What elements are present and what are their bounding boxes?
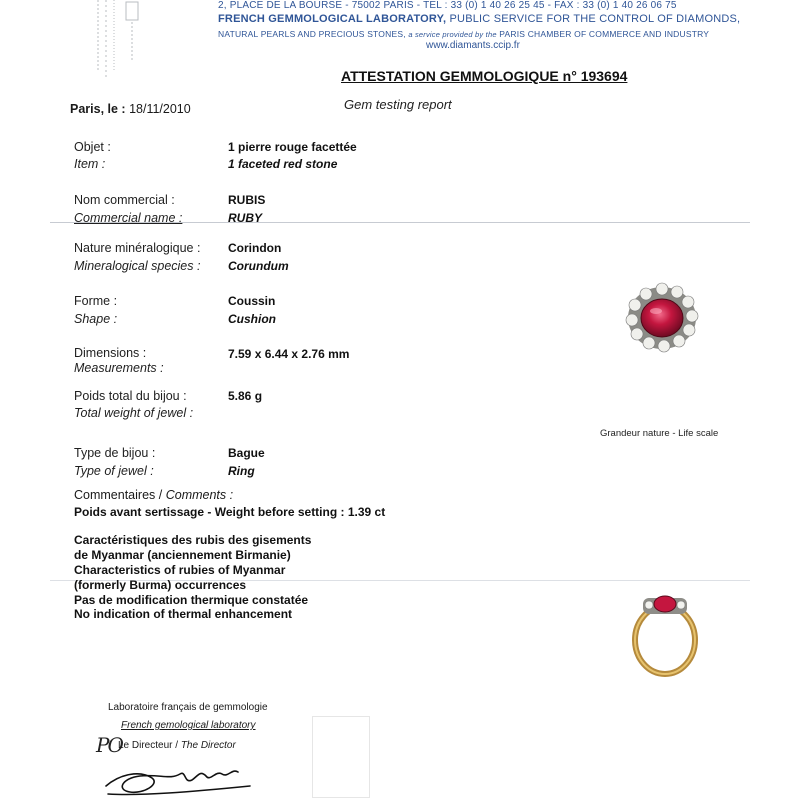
signature-director-en: The Director [180, 740, 236, 751]
comment-line: de Myanmar (anciennement Birmanie) [74, 548, 291, 562]
comment-line: Caractéristiques des rubis des gisements [74, 533, 312, 547]
ruby-stone [641, 299, 683, 337]
comment-line: Pas de modification thermique constatée [74, 593, 309, 607]
stamp-box [312, 716, 370, 798]
signature-lab-en: French gemological laboratory [121, 720, 256, 731]
director-signature [100, 756, 260, 800]
field-label-en: Measurements : [74, 361, 164, 375]
signature-po-initials: PO [96, 733, 122, 757]
header-website[interactable]: www.diamants.ccip.fr [426, 40, 520, 51]
comments-label-fr: Commentaires / [74, 488, 163, 502]
field-label-fr: Nom commercial : [74, 193, 175, 207]
comment-line: No indication of thermal enhancement [74, 607, 293, 621]
photo-caption: Grandeur nature - Life scale [600, 428, 719, 439]
field-value-fr: RUBIS [228, 193, 266, 207]
header-line3 [218, 29, 709, 39]
lab-logo [92, 0, 162, 80]
field-label-en: Item : [74, 157, 106, 171]
field-label-en: Mineralogical species : [74, 259, 201, 273]
field-label-en: Total weight of jewel : [74, 406, 194, 420]
place-date-value: 18/11/2010 [129, 102, 191, 116]
field-label-fr: Forme : [74, 294, 118, 308]
comments-label-en: Comments : [165, 488, 234, 502]
ring-photo-top-view [622, 282, 702, 354]
place-date [70, 102, 191, 116]
field-value-fr: Coussin [228, 294, 276, 308]
comments-heading [74, 488, 233, 502]
field-value-fr: 7.59 x 6.44 x 2.76 mm [228, 347, 350, 361]
field-value-fr: 5.86 g [228, 389, 263, 403]
field-value-fr: 1 pierre rouge facettée [228, 140, 357, 154]
comment-line: Characteristics of rubies of Myanmar [74, 563, 286, 577]
comment-line: (formerly Burma) occurrences [74, 578, 247, 592]
signature-director [118, 740, 236, 751]
comments-weight-before-setting: Poids avant sertissage - Weight before setting : 1.39 ct [74, 505, 386, 519]
ruby-stone-side [654, 596, 676, 612]
signature-lab-fr: Laboratoire français de gemmologie [108, 702, 268, 713]
field-value-en: Corundum [228, 259, 289, 273]
ring-photo-side-view [625, 588, 705, 678]
header-lab-line [218, 13, 740, 25]
field-value-fr: Corindon [228, 241, 282, 255]
field-value-en: 1 faceted red stone [228, 157, 338, 171]
field-value-en: Ring [228, 464, 255, 478]
field-label-fr: Type de bijou : [74, 446, 156, 460]
field-value-fr: Bague [228, 446, 265, 460]
field-value-en: Cushion [228, 312, 276, 326]
field-label-en: Shape : [74, 312, 118, 326]
field-label-fr: Poids total du bijou : [74, 389, 187, 403]
header-lab-name: FRENCH GEMMOLOGICAL LABORATORY, [218, 13, 447, 25]
header-line3-b: a service provided by the [408, 30, 497, 39]
header-lab-desc: PUBLIC SERVICE FOR THE CONTROL OF DIAMONDS, [449, 13, 741, 25]
header-address: 2, PLACE DE LA BOURSE - 75002 PARIS - TEL : 33 (0) 1 40 26 25 45 - FAX : 33 (0) 1 40 26 06 75 [218, 0, 677, 11]
field-label-en: Commercial name : [74, 211, 183, 225]
field-label-fr: Objet : [74, 140, 111, 154]
report-subtitle: Gem testing report [344, 97, 452, 112]
signature-director-fr: Le Directeur / [118, 740, 179, 751]
field-label-fr: Nature minéralogique : [74, 241, 201, 255]
field-value-en: RUBY [228, 211, 263, 225]
report-title: ATTESTATION GEMMOLOGIQUE n° 193694 [341, 68, 628, 84]
field-label-en: Type of jewel : [74, 464, 154, 478]
header-line3-c: PARIS CHAMBER OF COMMERCE AND INDUSTRY [499, 29, 710, 39]
field-label-fr: Dimensions : [74, 346, 147, 360]
header-line3-a: NATURAL PEARLS AND PRECIOUS STONES, [218, 29, 406, 39]
place-date-label: Paris, le : [70, 102, 126, 116]
